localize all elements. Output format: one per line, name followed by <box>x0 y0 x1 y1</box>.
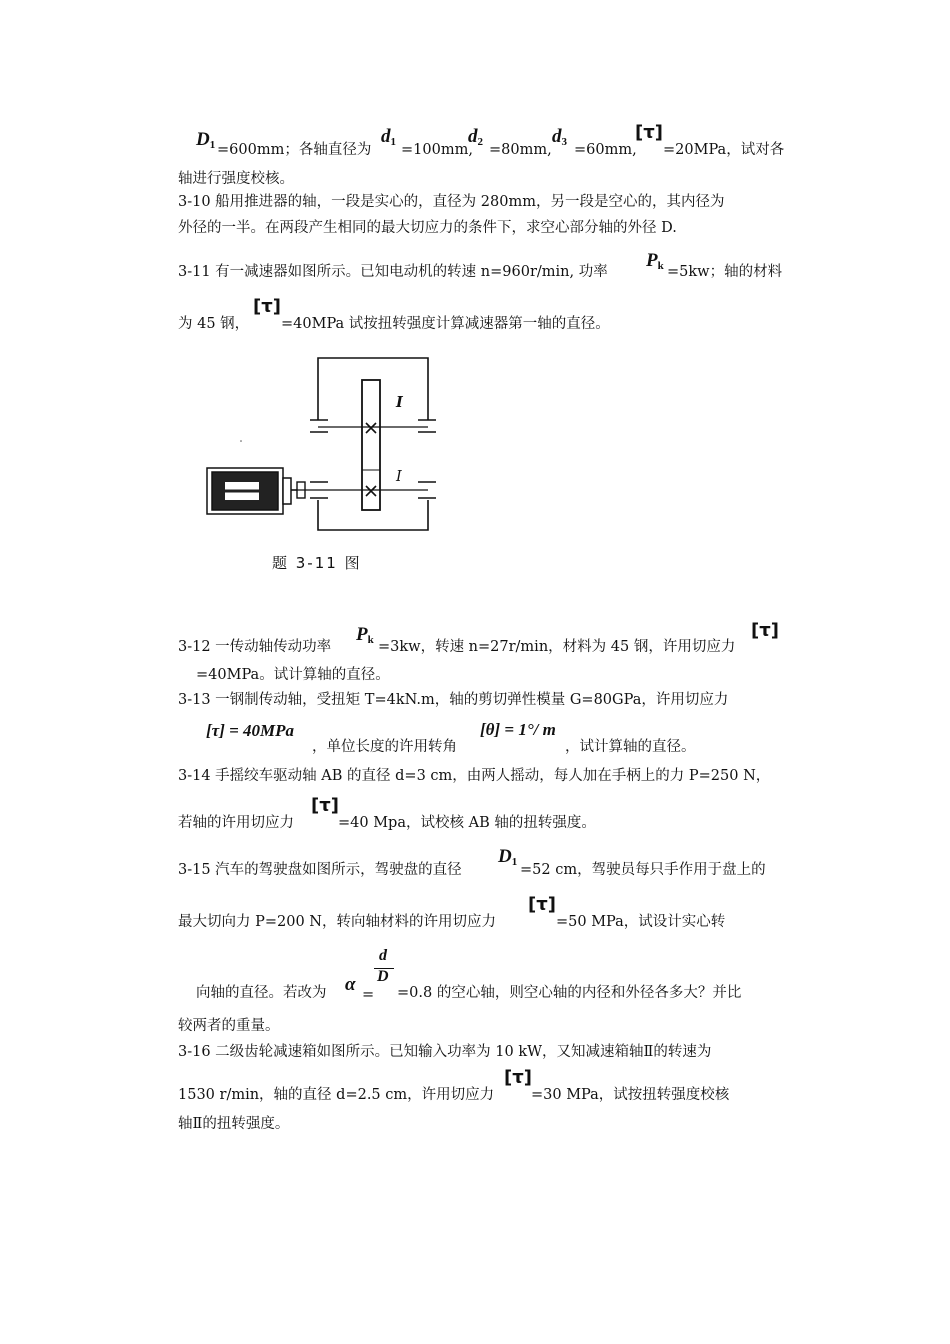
problem-3-14-line2a: 若轴的许用切应力 <box>178 815 294 831</box>
problem-3-15-line2a: 最大切向力 P=200 N，转向轴材料的许用切应力 <box>178 914 496 930</box>
problem-3-15-line3c: =0.8 的空心轴，则空心轴的内径和外径各多大？并比 <box>397 985 742 1001</box>
problem-3-13-line2a: ，单位长度的许用转角 <box>312 739 457 755</box>
problem-3-16-line1: 3-16 二级齿轮减速箱如图所示。已知输入功率为 10 kW，又知减速箱轴Ⅱ的转速为 <box>178 1044 712 1060</box>
problem-3-11-line2b: =40MPa 试按扭转强度计算减速器第一轴的直径。 <box>281 316 610 332</box>
text-line1-e: =20MPa，试对各 <box>663 142 785 158</box>
problem-3-12-line1a: 3-12 一传动轴传动功率 <box>178 639 332 655</box>
symbol-tau: [τ] <box>253 296 281 317</box>
text-line1-c: =80mm, <box>489 142 552 158</box>
shaft-label-bottom: I <box>396 469 402 485</box>
symbol-D1: $D_1$ <box>498 846 518 868</box>
problem-3-11-line1a: 3-11 有一减速器如图所示。已知电动机的转速 n=960r/min, 功率 <box>178 264 608 280</box>
problem-3-15-line4: 较两者的重量。 <box>178 1018 280 1034</box>
text-line1-b: =100mm, <box>401 142 473 158</box>
theta-allowable-equation: [θ] = 1°/ m <box>480 720 556 739</box>
problem-3-15-line1a: 3-15 汽车的驾驶盘如图所示，驾驶盘的直径 <box>178 862 462 878</box>
symbol-alpha: α <box>345 974 356 995</box>
shaft-label-top: I <box>396 394 403 411</box>
problem-3-11-line2a: 为 45 钢， <box>178 316 250 332</box>
problem-3-16-line2b: =30 MPa，试按扭转强度校核 <box>531 1087 730 1103</box>
symbol-d2: $d_2$ <box>468 126 483 148</box>
symbol-Pk: $P_k$ <box>356 624 374 646</box>
problem-3-15-line3a: 向轴的直径。若改为 <box>196 985 327 1001</box>
problem-3-10-line2: 外径的一半。在两段产生相同的最大切应力的条件下，求空心部分轴的外径 D. <box>178 220 677 236</box>
symbol-Pk: $P_k$ <box>646 250 664 272</box>
housing-outline <box>318 358 428 398</box>
housing-outline-bottom <box>318 500 428 530</box>
problem-3-14-line1: 3-14 手摇绞车驱动轴 AB 的直径 d=3 cm，由两人摇动，每人加在手柄上的力 P=250 N， <box>178 768 771 784</box>
fraction-numerator: d <box>379 947 387 964</box>
symbol-tau: [τ] <box>751 620 779 641</box>
problem-3-13-line2b: ，试计算轴的直径。 <box>565 739 696 755</box>
symbol-tau: [τ] <box>504 1067 532 1088</box>
figure-caption: 题 3-11 图 <box>272 554 362 572</box>
tau-allowable-equation: [τ] = 40MPa <box>206 721 295 740</box>
problem-3-11-line1b: =5kw；轴的材料 <box>667 264 783 280</box>
problem-3-14-line2b: =40 Mpa，试校核 AB 轴的扭转强度。 <box>338 815 596 831</box>
symbol-tau: [τ] <box>528 894 556 915</box>
problem-3-16-line2a: 1530 r/min，轴的直径 d=2.5 cm，许用切应力 <box>178 1087 495 1103</box>
symbol-tau: [τ] <box>311 795 339 816</box>
problem-3-16-line3: 轴Ⅱ的扭转强度。 <box>178 1116 290 1132</box>
symbol-tau: [τ] <box>635 122 663 143</box>
text-line1-a: =600mm；各轴直径为 <box>217 142 372 158</box>
problem-3-15-line1b: =52 cm，驾驶员每只手作用于盘上的 <box>520 862 766 878</box>
text-line2: 轴进行强度校核。 <box>178 171 294 187</box>
text-line1-d: =60mm, <box>574 142 637 158</box>
problem-3-13-line1: 3-13 一钢制传动轴，受扭矩 T=4kN.m，轴的剪切弹性模量 G=80GPa，许用切应力 <box>178 692 729 708</box>
problem-3-10-line1: 3-10 船用推进器的轴，一段是实心的，直径为 280mm，另一段是空心的，其内径为 <box>178 194 725 210</box>
symbol-D1: $D_1$ <box>196 129 216 151</box>
problem-3-12-line1b: =3kw，转速 n=27r/min，材料为 45 钢，许用切应力 <box>378 639 736 655</box>
motor <box>207 468 291 514</box>
fraction-denominator: D <box>377 968 389 985</box>
problem-3-15-line3b: = <box>362 987 375 1003</box>
problem-3-12-line2: =40MPa。试计算轴的直径。 <box>196 667 390 683</box>
symbol-d3: $d_3$ <box>552 126 567 148</box>
symbol-d1: $d_1$ <box>381 126 396 148</box>
problem-3-15-line2b: =50 MPa，试设计实心转 <box>556 914 726 930</box>
